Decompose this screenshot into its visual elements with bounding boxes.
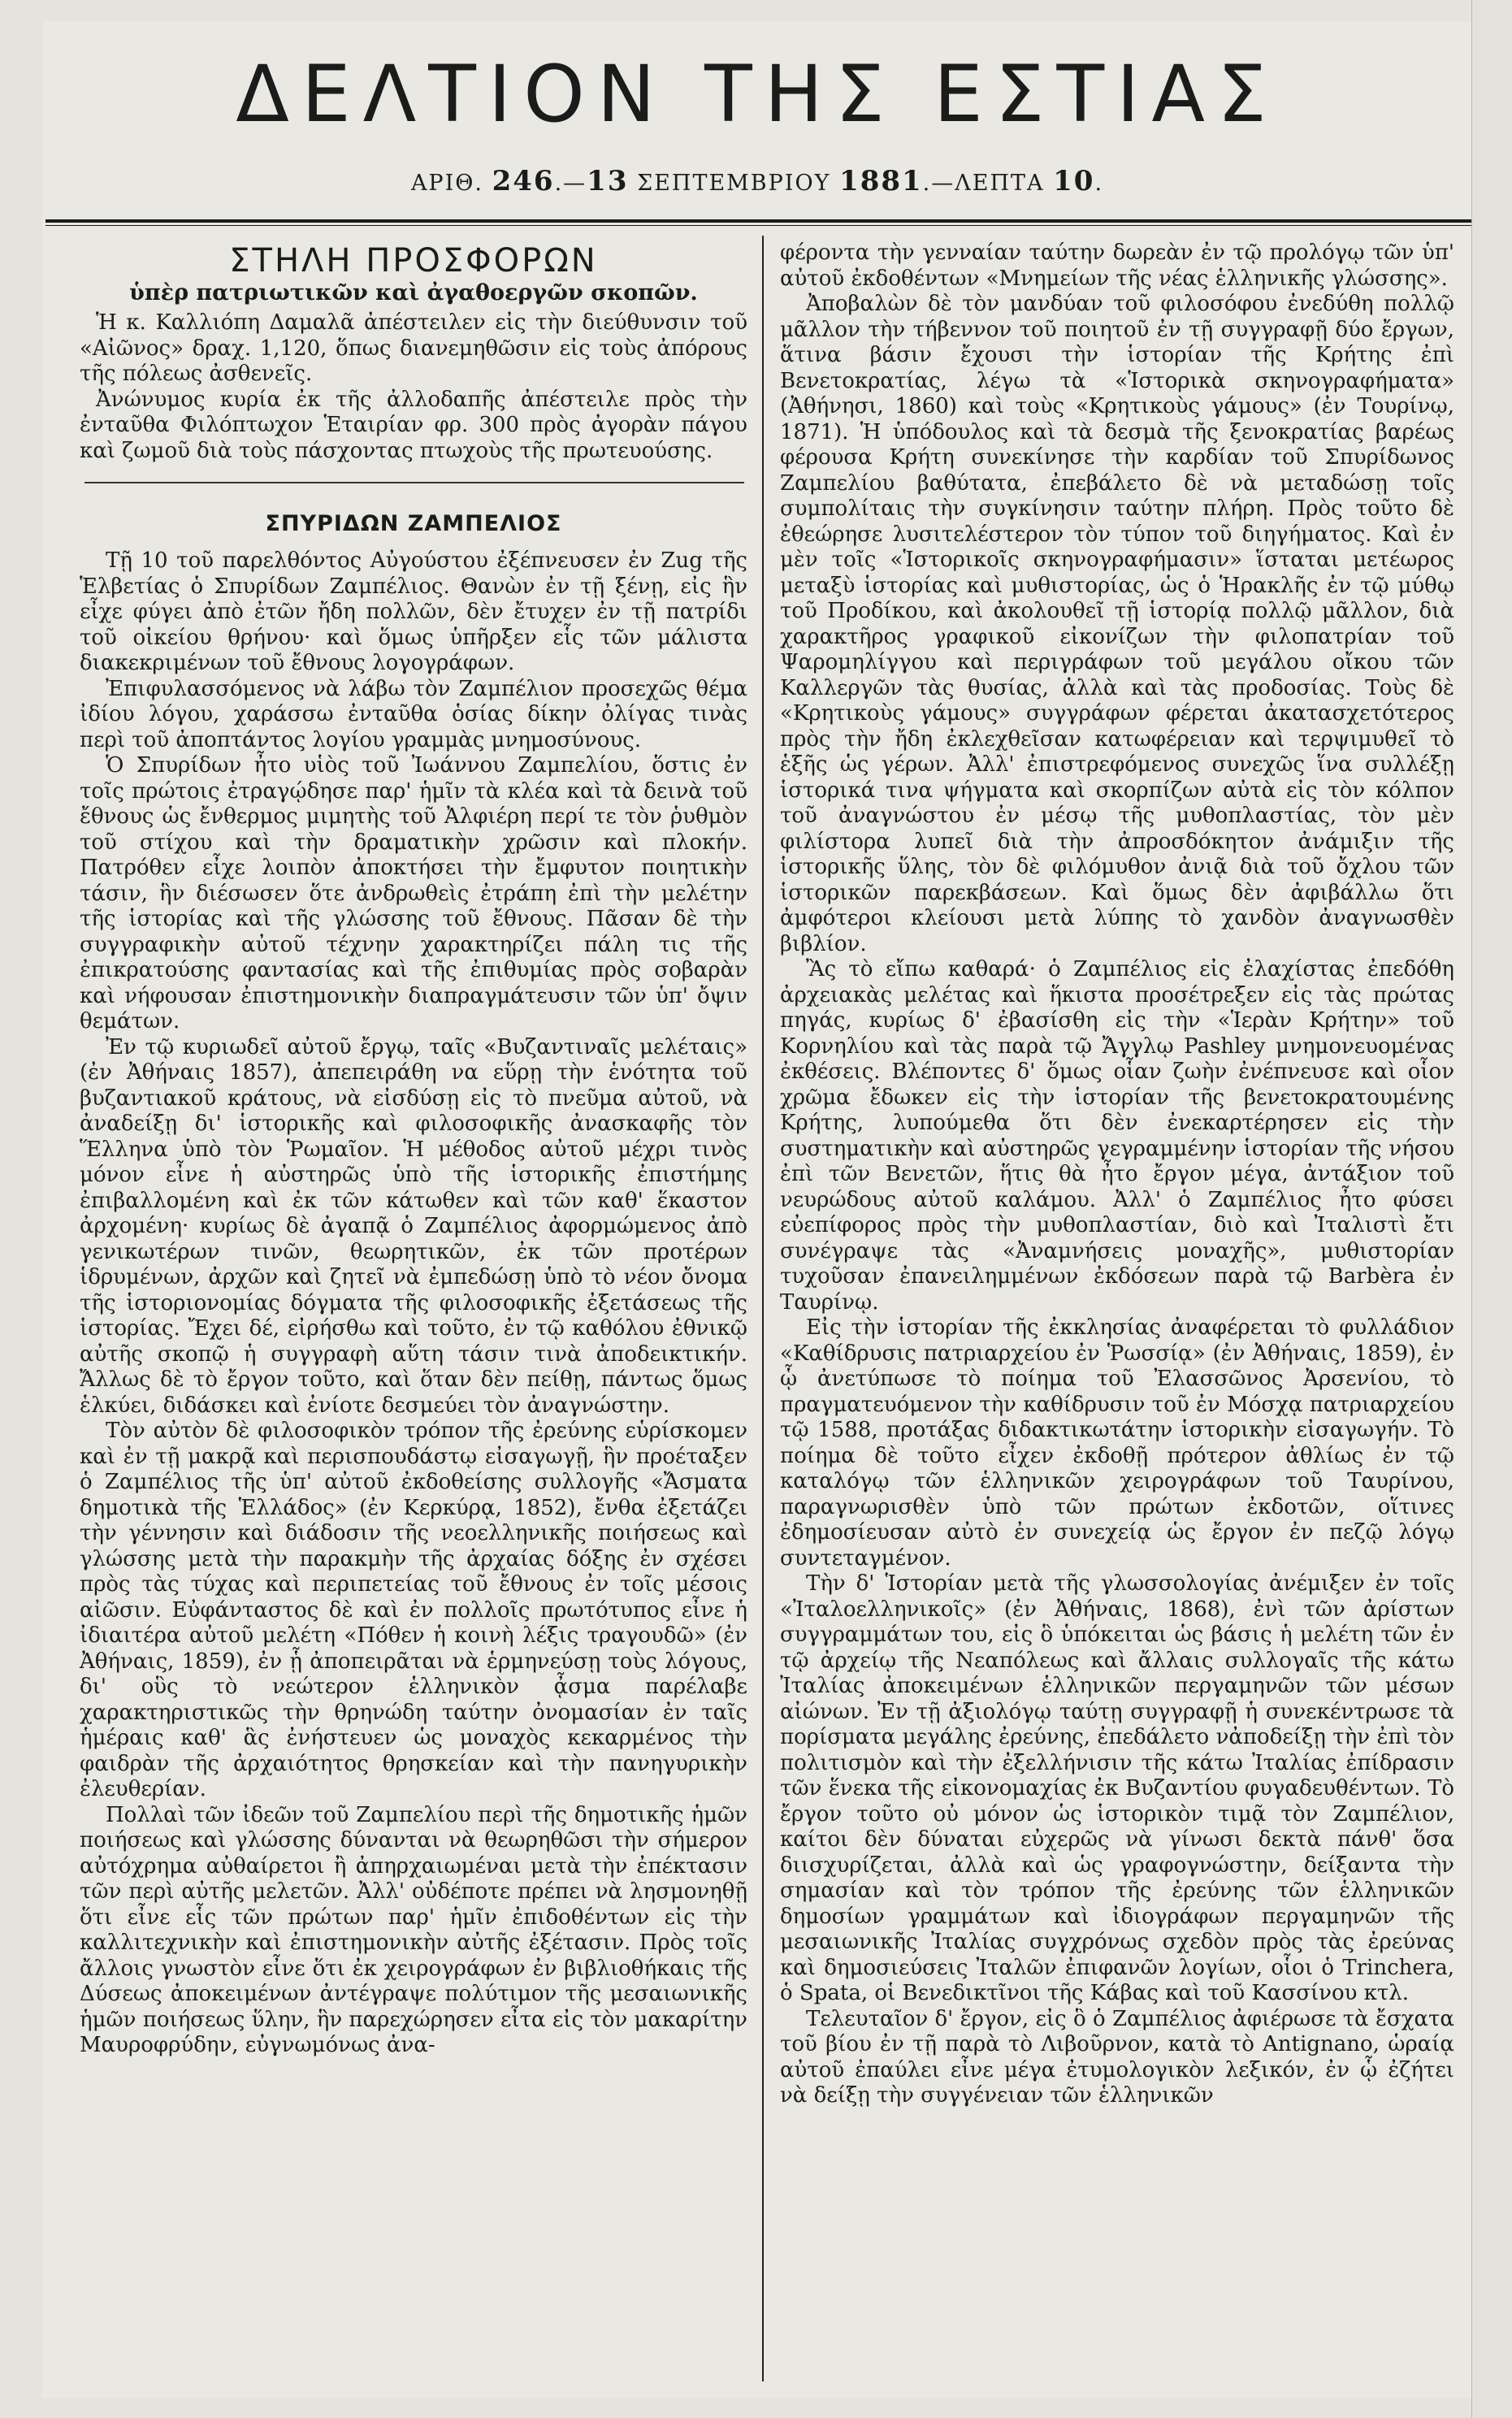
issue-prefix: ΑΡΙΘ. — [410, 171, 483, 196]
issue-month: ΣΕΠΤΕΜΒΡΙΟΥ — [637, 171, 831, 196]
article-paragraph: Ὁ Σπυρίδων ἦτο υἱὸς τοῦ Ἰωάννου Ζαμπελίου, ὅστις ἐν τοῖς πρώτοις ἐτραγῴδησε παρ' ἡμῖν τὰ κλέα καὶ τὰ δεινὰ τοῦ ἔθνους ὡς ἔνθερμος μιμητὴς τοῦ Ἀλφιέρη περί τε τὸν ῥυθμὸν τοῦ στίχου καὶ τὴν δραματικὴν χρῶσιν καὶ πλοκήν. Πατρόθεν εἶχε λοιπὸν ἀποκτήσει τὴν ἔμφυτον ποιητικὴν τάσιν, ἣν διέσωσεν ὅτε ἀνδρωθεὶς ἐτράπη ἐπὶ τὴν μελέτην τῆς ἱστορίας καὶ τῆς γλώσσης τοῦ ἔθνους. Πᾶσαν δὲ τὴν συγγραφικὴν αὐτοῦ τέχνην χαρακτηρίζει πάλη τις τῆς ἐπικρατούσης φαντασίας καὶ τῆς ἐπιθυμίας πρὸς σοβαρὰν καὶ νήφουσαν ἐπιστημονικὴν διαπραγμάτευσιν τῶν ὑπ' ὄψιν θεμάτων. — [80, 753, 747, 1034]
article-paragraph: Εἰς τὴν ἱστορίαν τῆς ἐκκλησίας ἀναφέρεται τὸ φυλλάδιον «Καθίδρυσις πατριαρχείου ἐν Ῥωσσίᾳ» (ἐν Ἀθήναις, 1859), ἐν ᾧ ἀνετύπωσε τὸ ποίημα τοῦ Ἐλασσῶνος Ἀρσενίου, τὸ πραγματευόμενον τὴν καθίδρυσιν τοῦ ἐν Μόσχᾳ πατριαρχείου τῷ 1588, προτάξας διδακτικωτάτην ἱστορικὴν εἰσαγωγήν. Τὸ ποίημα δὲ τοῦτο εἶχεν ἐκδοθῇ πρότερον ἀθλίως ἐν τῷ καταλόγῳ τῶν ἑλληνικῶν χειρογράφων τοῦ Ταυρίνου, παραγνωρισθὲν ὑπὸ τῶν πρώτων ἐκδοτῶν, οἵτινες ἐδημοσίευσαν αὐτὸ ἐν συνεχείᾳ ὡς ἔργον ἐν πεζῷ λόγῳ συντεταγμένον. — [780, 1315, 1454, 1571]
offer-item: Ἀνώνυμος κυρία ἐκ τῆς ἀλλοδαπῆς ἀπέστειλε πρὸς τὴν ἐνταῦθα Φιλόπτωχον Ἑταιρίαν φρ. 300 πρὸς ἀγορὰν πάγου καὶ ζωμοῦ διὰ τοὺς πάσχοντας πτωχοὺς τῆς πρωτευούσης. — [80, 387, 747, 463]
article-paragraph: Ἐν τῷ κυριωδεῖ αὐτοῦ ἔργῳ, ταῖς «Βυζαντιναῖς μελέταις» (ἐν Ἀθήναις 1857), ἀπεπειράθη να εὕρῃ τὴν ἑνότητα τοῦ βυζαντιακοῦ κράτους, νὰ εἰσδύσῃ εἰς τὸ πνεῦμα αὐτοῦ, νὰ ἀναδείξῃ δι' ἱστορικῆς καὶ φιλοσοφικῆς ἀνασκαφῆς τὸν Ἕλληνα ὑπὸ τὸν Ῥωμαῖον. Ἡ μέθοδος αὐτοῦ μέχρι τινὸς μόνον εἶνε ἡ αὐστηρῶς ὑπὸ τῆς ἱστορικῆς ἐπιστήμης ἐπιβαλλομένη καὶ ἐκ τῶν κάτωθεν καὶ τῶν καθ' ἕκαστον ἀρχομένη· κυρίως δὲ ἀγαπᾷ ὁ Ζαμπέλιος ἀφορμώμενος ἀπὸ γενικωτέρων τινῶν, θεωρητικῶν, ἐκ τῶν προτέρων ἱδρυμένων, ἀρχῶν καὶ ζητεῖ νὰ ἐμπεδώσῃ ὑπὸ τὸ νέον ὄνομα τῆς ἱστοριονομίας δόγματα τῆς φιλοσοφικῆς ἐξετάσεως τῆς ἱστορίας. Ἔχει δέ, εἰρήσθω καὶ τοῦτο, ἐν τῷ καθόλου ἐθνικῷ αὐτῆς σκοπῷ ἡ συγγραφὴ αὕτη τάσιν τινὰ ἀποδεικτικήν. Ἄλλως δὲ τὸ ἔργον τοῦτο, καὶ ὅταν δὲν πείθῃ, πάντως ὅμως ἑλκύει, διδάσκει καὶ ἐνίοτε δεσμεύει τὸν ἀναγνώστην. — [80, 1034, 747, 1418]
price-label: ΛΕΠΤΑ — [955, 171, 1045, 196]
article-paragraph: Τὴν δ' Ἱστορίαν μετὰ τῆς γλωσσολογίας ἀνέμιξεν ἐν τοῖς «Ἰταλοελληνικοῖς» (ἐν Ἀθήναις, 1868), ἐνὶ τῶν ἀρίστων συγγραμμάτων του, εἰς ὃ ὑπόκειται ὡς βάσις ἡ μελέτη τῶν ἐν τῷ ἀρχείῳ τῆς Νεαπόλεως καὶ ἄλλαις συλλογαῖς τῆς κάτω Ἰταλίας ἀποκειμένων ἑλληνικῶν περγαμηνῶν τῶν μέσων αἰώνων. Ἐν τῇ ἀξιολόγῳ ταύτῃ συγγραφῇ ἡ συνεκέντρωσε τὰ πορίσματα μεγάλης ἐρεύνης, ἐπεδάλετο νἀποδείξῃ τὴν ἐπὶ τὸν πολιτισμὸν καὶ τὴν ἐξελλήνισιν τῆς κάτω Ἰταλίας ἐπίδρασιν τῶν ἕνεκα τῆς εἰκονομαχίας ἐκ Βυζαντίου φυγαδευθέντων. Τὸ ἔργον τοῦτο οὐ μόνον ὡς ἱστορικὸν τιμᾷ τὸν Ζαμπέλιον, καίτοι δὲν δύναται εὐχερῶς νὰ γίνωσι δεκτὰ πάνθ' ὅσα διισχυρίζεται, ἀλλὰ καὶ ὡς γραφογνώστην, δείξαντα τὴν σημασίαν καὶ τὸν τρόπον τῆς ἐρεύνης τῶν ἑλληνικῶν δημοσίων γραμμάτων καὶ ἰδιογράφων περγαμηνῶν τῆς μεσαιωνικῆς Ἰταλίας συγχρόνως σχεδὸν πρὸς τὰς ἐρεύνας καὶ δημοσιεύσεις Ἰταλῶν ἐπιφανῶν λογίων, οἷοι ὁ Trinchera, ὁ Spata, οἱ Βενεδικτῖνοι τῆς Κάβας καὶ τοῦ Κασσίνου κτλ. — [780, 1571, 1454, 2005]
article-paragraph: Τῇ 10 τοῦ παρελθόντος Αὐγούστου ἐξέπνευσεν ἐν Zug τῆς Ἑλβετίας ὁ Σπυρίδων Ζαμπέλιος. Θανὼν ἐν τῇ ξένῃ, εἰς ἣν εἶχε φύγει ἀπὸ ἐτῶν ἤδη πολλῶν, δὲν ἔτυχεν ἐν τῇ πατρίδι τοῦ οἰκείου θρήνου· καὶ ὅμως ὑπῆρξεν εἷς τῶν μάλιστα διακεκριμένων τοῦ ἔθνους λογογράφων. — [80, 548, 747, 675]
price-value: 10 — [1053, 165, 1095, 197]
offers-subtitle: ὑπὲρ πατριωτικῶν καὶ ἀγαθοεργῶν σκοπῶν. — [129, 280, 698, 306]
header-rule-thick — [45, 219, 1472, 223]
offers-title: ΣΤΗΛΗ ΠΡΟΣΦΟΡΩΝ — [229, 242, 598, 280]
offer-item: Ἡ κ. Καλλιόπη Δαμαλᾶ ἀπέστειλεν εἰς τὴν διεύθυνσιν τοῦ «Αἰῶνος» δραχ. 1,120, ὅπως διανεμηθῶσιν εἰς τοὺς ἀπόρους τῆς πόλεως ἀσθενεῖς. — [80, 310, 747, 386]
issue-year: 1881 — [839, 165, 923, 197]
article-paragraph: Ἐπιφυλασσόμενος νὰ λάβω τὸν Ζαμπέλιον προσεχῶς θέμα ἰδίου λόγου, χαράσσω ἐνταῦθα ὁσίας δίκην ὀλίγας τινὰς περὶ τοῦ ἀποπτάντος λογίου γραμμὰς μνημοσύνους. — [80, 676, 747, 752]
article-title: ΣΠΥΡΙΔΩΝ ΖΑΜΠΕΛΙΟΣ — [265, 511, 562, 536]
article-paragraph: Πολλαὶ τῶν ἰδεῶν τοῦ Ζαμπελίου περὶ τῆς δημοτικῆς ἡμῶν ποιήσεως καὶ γλώσσης δύνανται νὰ θεωρηθῶσι τὴν σήμερον αὐτόχρημα αὐθαίρετοι ἢ ἀπηρχαιωμέναι μετὰ τὴν ἐπέκτασιν τῶν περὶ αὐτῆς μελετῶν. Ἀλλ' οὐδέποτε πρέπει νὰ λησμονηθῇ ὅτι εἶνε εἷς τῶν πρώτων παρ' ἡμῖν ἐπιδοθέντων εἰς τὴν καλλιτεχνικὴν καὶ ἐπιστημονικὴν αὐτῆς ἐξέτασιν. Πρὸς τοῖς ἄλλοις γνωστὸν εἶνε ὅτι ἐκ χειρογράφων ἐν βιβλιοθήκαις τῆς Δύσεως ἀποκειμένων ἀντέγραψε πολύτιμον τῆς μεσαιωνικῆς ἡμῶν ποιήσεως ὕλην, ἣν παρεχώρησεν εἶτα εἰς τὸν μακαρίτην Μαυροφρύδην, εὐγνωμόνως ἀνα- — [80, 1802, 747, 2057]
newspaper-page — [42, 21, 1472, 2398]
article-paragraph: Ἂς τὸ εἴπω καθαρά· ὁ Ζαμπέλιος εἰς ἐλαχίστας ἐπεδόθη ἀρχειακὰς μελέτας καὶ ἥκιστα προσέτρεξεν εἰς τὰς πρώτας πηγάς, κυρίως δ' ἐβασίσθη εἰς τὴν «Ἱερὰν Κρήτην» τοῦ Κορνηλίου καὶ τὰς παρὰ τῷ Ἄγγλῳ Pashley μνημονευομένας ἐκθέσεις. Βλέποντες δ' ὅμως οἷαν ζωὴν ἐνέπνευσε καὶ οἷον χρῶμα ἔδωκεν εἰς τὴν ἱστορίαν τῆς βενετοκρατουμένης Κρήτης, λυπούμεθα ὅτι δὲν ἐνεκαρτέρησεν εἰς τὴν συστηματικὴν καὶ αὐστηρῶς γεγραμμένην ἱστορίαν τῆς νήσου ἐπὶ τῶν Βενετῶν, ἥτις θὰ ἦτο ἔργον μέγα, ἀντάξιον τοῦ νευρώδους αὐτοῦ καλάμου. Ἀλλ' ὁ Ζαμπέλιος ἦτο φύσει εὐεπίφορος πρὸς τὴν μυθοπλαστίαν, διὸ καὶ Ἰταλιστὶ ἔτι συνέγραψε τὰς «Ἀναμνήσεις μοναχῆς», μυθιστορίαν τυχοῦσαν ἐπανειλημμένων ἐκδόσεων παρὰ τῷ Barbèra ἐν Ταυρίνῳ. — [780, 957, 1454, 1315]
issue-number: 246 — [492, 165, 555, 197]
article-paragraph: Ἀποβαλὼν δὲ τὸν μανδύαν τοῦ φιλοσόφου ἐνεδύθη πολλῷ μᾶλλον τὴν τήβεννον τοῦ ποιητοῦ ἐν τῇ συγγραφῇ δύο ἔργων, ἅτινα βάσιν ἔχουσι τὴν ἱστορίαν τῆς Κρήτης ἐπὶ Βενετοκρατίας, λέγω τὰ «Ἱστορικὰ σκηνογραφήματα» (Ἀθήνησι, 1860) καὶ τοὺς «Κρητικοὺς γάμους» (ἐν Τουρίνῳ, 1871). Ἡ ὑπόδουλος καὶ τὰ δεσμὰ τῆς ξενοκρατίας βαρέως φέρουσα Κρήτη συνεκίνησε τὴν καρδίαν τοῦ Σπυρίδωνος Ζαμπελίου βαθύτατα, ἐπεβάλετο δὲ νὰ μεταδώσῃ τοῖς συμπολίταις τὴν συγκίνησιν ταύτην πλήρη. Πρὸς τοῦτο δὲ ἐθεώρησε λυσιτελέστερον τὸν τύπον τοῦ διηγήματος. Καὶ ἐν μὲν τοῖς «Ἱστορικοῖς σκηνογραφήμασιν» ἵσταται μετέωρος μεταξὺ ἱστορίας καὶ μυθιστορίας, ὡς ὁ Ἡρακλῆς ἐν τῷ μύθῳ τοῦ Προδίκου, καὶ ἀκολουθεῖ τῇ ἱστορίᾳ πολλῷ μᾶλλον, διὰ χαρακτῆρος γραφικοῦ εἰκονίζων τὴν φιλοπατρίαν τοῦ Ψαρομηλίγγου καὶ περιγράφων τοῦ μεγάλου οἴκου τῶν Καλλεργῶν τὰς θυσίας, ἀλλὰ καὶ τὰς προδοσίας. Τοὺς δὲ «Κρητικοὺς γάμους» συγγράφων φέρεται ἀκατασχετότερος πρὸς τὴν ἤδη ἐκλεχθεῖσαν κατωφέρειαν καὶ τερψιμυθεῖ τὸ ἑξῆς ὡς γέρων. Ἀλλ' ἐπιστρεφόμενος συνεχῶς ἵνα συλλέξῃ ἱστορικά τινα ψήγματα καὶ σκορπίζων αὐτὰ εἰς τὸν κόλπον τοῦ ἀναγνώστου ἐν μέσῳ τῆς μυθοπλαστίας, τὸν μὲν φιλίστορα λυπεῖ διὰ τὴν ἀπροσδόκητον ἀνάμιξιν τῆς ἱστορικῆς ὕλης, τὸν δὲ φιλόμυθον ἀνιᾷ διὰ τοῦ ὄχλου τῶν ἱστορικῶν παρεκβάσεων. Καὶ ὅμως δὲν ἀφιβάλλω ὅτι ἀμφότεροι κλείουσι μετὰ λύπης τὸ χανδὸν ἀναγνωσθὲν βιβλίον. — [780, 292, 1454, 956]
issue-day: 13 — [587, 165, 629, 197]
scan-edge — [1471, 0, 1512, 2418]
issue-line: ΑΡΙΘ. 246.—13 ΣΕΠΤΕΜΒΡΙΟΥ 1881.—ΛΕΠΤΑ 10. — [410, 165, 1104, 197]
article-paragraph: φέροντα τὴν γενναίαν ταύτην δωρεὰν ἐν τῷ προλόγῳ τῶν ὑπ' αὐτοῦ ἐκδοθέντων «Μνημείων τῆς νέας ἑλληνικῆς γλώσσης». — [780, 240, 1454, 291]
section-divider — [84, 482, 744, 483]
left-column — [80, 240, 747, 2059]
right-column — [780, 240, 1454, 2109]
masthead-title: ΔΕΛΤΙΟΝ ΤΗΣ ΕΣΤΙΑΣ — [236, 49, 1279, 140]
column-divider — [762, 236, 764, 2381]
header-rule-thin — [45, 225, 1472, 226]
article-paragraph: Τελευταῖον δ' ἔργον, εἰς ὃ ὁ Ζαμπέλιος ἀφιέρωσε τὰ ἔσχατα τοῦ βίου ἐν τῇ παρὰ τὸ Λιβοῦρνον, κατὰ τὸ Antignano, ὡραίᾳ αὐτοῦ ἐπαύλει εἶνε μέγα ἐτυμολογικὸν λεξικόν, ἐν ᾧ ἐζήτει νὰ δείξῃ τὴν συγγένειαν τῶν ἑλληνικῶν — [780, 2006, 1454, 2108]
article-paragraph: Τὸν αὐτὸν δὲ φιλοσοφικὸν τρόπον τῆς ἐρεύνης εὑρίσκομεν καὶ ἐν τῇ μακρᾷ καὶ περισπουδάστῳ εἰσαγωγῇ, ἣν προέταξεν ὁ Ζαμπέλιος τῆς ὑπ' αὐτοῦ ἐκδοθείσης συλλογῆς «Ἄσματα δημοτικὰ τῆς Ἑλλάδος» (ἐν Κερκύρᾳ, 1852), ἔνθα ἐξετάζει τὴν γέννησιν καὶ διάδοσιν τῆς νεοελληνικῆς ποιήσεως καὶ γλώσσης μετὰ τὴν παρακμὴν τῆς ἀρχαίας δόξης ἐν σχέσει πρὸς τὰς τύχας καὶ περιπετείας τοῦ ἔθνους ἐν τοῖς μέσοις αἰῶσιν. Εὐφάνταστος δὲ καὶ ἐν πολλοῖς πρωτότυπος εἶνε ἡ ἰδιαιτέρα αὐτοῦ μελέτη «Πόθεν ἡ κοινὴ λέξις τραγουδῶ» (ἐν Ἀθήναις, 1859), ἐν ᾗ ἀποπειρᾶται νὰ ἑρμηνεύσῃ τοὺς λόγους, δι' οὓς τὸ νεώτερον ἑλληνικὸν ᾆσμα παρέλαβε χαρακτηριστικῶς τὴν θρηνώδη ταύτην ὀνομασίαν ἐν ταῖς ἡμέραις καθ' ἃς ἐνήστευεν ὡς μοναχὸς κεκαρμένος τὴν φαιδρὰν τῆς ἀρχαιότητος θρησκείαν καὶ τὴν πανηγυρικὴν ἐλευθερίαν. — [80, 1419, 747, 1801]
